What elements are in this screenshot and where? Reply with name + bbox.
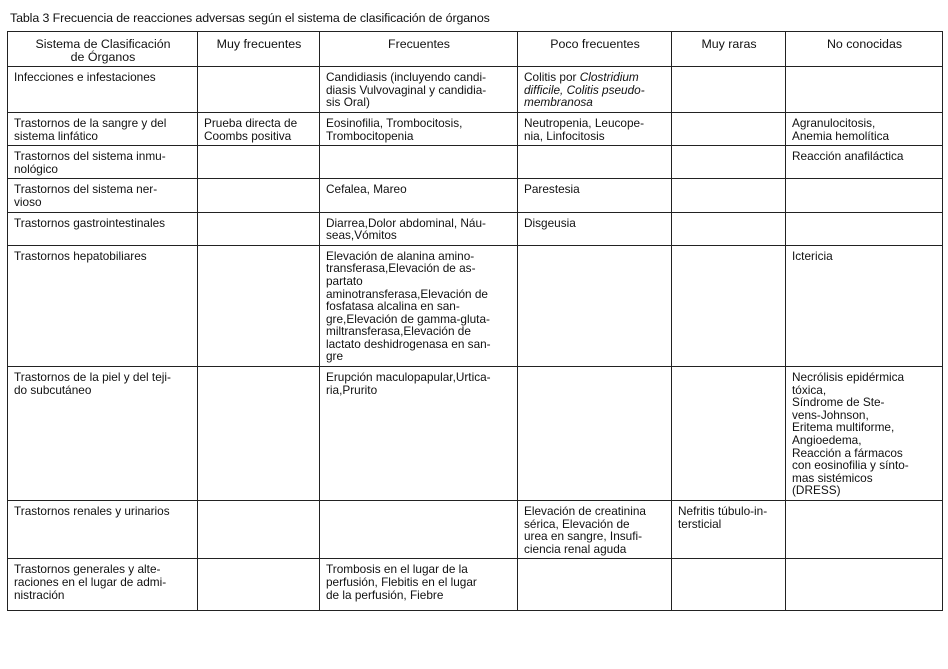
poco-frecuentes-cell: Disgeusia [518,212,672,245]
no-conocidas-cell [786,212,943,245]
poco-frecuentes-italic-text: Clostridium difficile, Colitis pseudo- membranosa [524,70,645,110]
muy-frecuentes-cell [198,501,320,559]
organ-cell: Trastornos de la sangre y del sistema linfático [8,112,198,145]
frecuentes-cell: Candidiasis (incluyendo candi- diasis Vulvovaginal y candidia- sis Oral) [320,67,518,113]
muy-frecuentes-cell: Prueba directa de Coombs positiva [198,112,320,145]
muy-raras-cell: Nefritis túbulo-in- tersticial [672,501,786,559]
muy-raras-cell [672,245,786,366]
no-conocidas-cell: Ictericia [786,245,943,366]
header-row [8,32,943,67]
muy-frecuentes-cell [198,146,320,179]
muy-raras-cell [672,112,786,145]
muy-raras-cell [672,559,786,611]
table-row [8,67,943,113]
no-conocidas-cell [786,501,943,559]
poco-frecuentes-cell [518,367,672,501]
organ-cell: Trastornos del sistema inmu- nológico [8,146,198,179]
poco-frecuentes-cell [518,146,672,179]
muy-raras-cell [672,67,786,113]
table-row [8,112,943,145]
table-row [8,212,943,245]
header-muy-raras: Muy raras [672,32,786,67]
no-conocidas-cell [786,179,943,212]
frecuentes-cell: Erupción maculopapular,Urtica- ria,Prurito [320,367,518,501]
muy-frecuentes-cell [198,212,320,245]
poco-frecuentes-cell: Parestesia [518,179,672,212]
poco-frecuentes-cell: Neutropenia, Leucope- nia, Linfocitosis [518,112,672,145]
frecuentes-cell [320,501,518,559]
frecuentes-cell: Cefalea, Mareo [320,179,518,212]
no-conocidas-cell: Reacción anafiláctica [786,146,943,179]
no-conocidas-cell: Necrólisis epidérmica tóxica, Síndrome de Ste- vens-Johnson, Eritema multiforme, Angioedema, Reacción a fármacos con eosinofilia y sínto- mas sistémicos (DRESS) [786,367,943,501]
frecuentes-cell [320,146,518,179]
frecuentes-cell: Diarrea,Dolor abdominal, Náu- seas,Vómitos [320,212,518,245]
organ-cell: Trastornos generales y alte- raciones en el lugar de admi- nistración [8,559,198,611]
header-no-conocidas: No conocidas [786,32,943,67]
no-conocidas-cell [786,67,943,113]
muy-raras-cell [672,367,786,501]
muy-frecuentes-cell [198,559,320,611]
organ-cell: Infecciones e infestaciones [8,67,198,113]
muy-frecuentes-cell [198,67,320,113]
header-organ-system: Sistema de Clasificación de Órganos [8,32,198,67]
muy-frecuentes-cell [198,245,320,366]
table-title: Tabla 3 Frecuencia de reacciones adversas según el sistema de clasificación de órganos [10,11,490,25]
no-conocidas-cell: Agranulocitosis, Anemia hemolítica [786,112,943,145]
adverse-reactions-table [7,31,943,611]
poco-frecuentes-cell: Elevación de creatinina sérica, Elevación de urea en sangre, Insufi- ciencia renal aguda [518,501,672,559]
table-row [8,501,943,559]
table-row [8,179,943,212]
header-muy-frecuentes: Muy frecuentes [198,32,320,67]
muy-frecuentes-cell [198,367,320,501]
organ-cell: Trastornos gastrointestinales [8,212,198,245]
poco-frecuentes-cell [518,245,672,366]
table-row [8,367,943,501]
muy-raras-cell [672,179,786,212]
header-frecuentes: Frecuentes [320,32,518,67]
frecuentes-cell: Eosinofilia, Trombocitosis, Trombocitopenia [320,112,518,145]
frecuentes-cell: Elevación de alanina amino- transferasa,Elevación de as- partato aminotransferasa,Elevación de fosfatasa alcalina en san- gre,Elevación de gamma-gluta- miltransferasa,Elevación de lactato deshidrogenasa en san- gre [320,245,518,366]
organ-cell: Trastornos hepatobiliares [8,245,198,366]
organ-cell: Trastornos del sistema ner- vioso [8,179,198,212]
muy-raras-cell [672,212,786,245]
poco-frecuentes-cell [518,67,672,113]
muy-raras-cell [672,146,786,179]
poco-frecuentes-cell [518,559,672,611]
table-row [8,245,943,366]
poco-frecuentes-text: Colitis por [524,70,580,85]
header-poco-frecuentes: Poco frecuentes [518,32,672,67]
no-conocidas-cell [786,559,943,611]
muy-frecuentes-cell [198,179,320,212]
frecuentes-cell: Trombosis en el lugar de la perfusión, Flebitis en el lugar de la perfusión, Fiebre [320,559,518,611]
organ-cell: Trastornos renales y urinarios [8,501,198,559]
organ-cell: Trastornos de la piel y del teji- do subcutáneo [8,367,198,501]
table-row [8,146,943,179]
table-row [8,559,943,611]
